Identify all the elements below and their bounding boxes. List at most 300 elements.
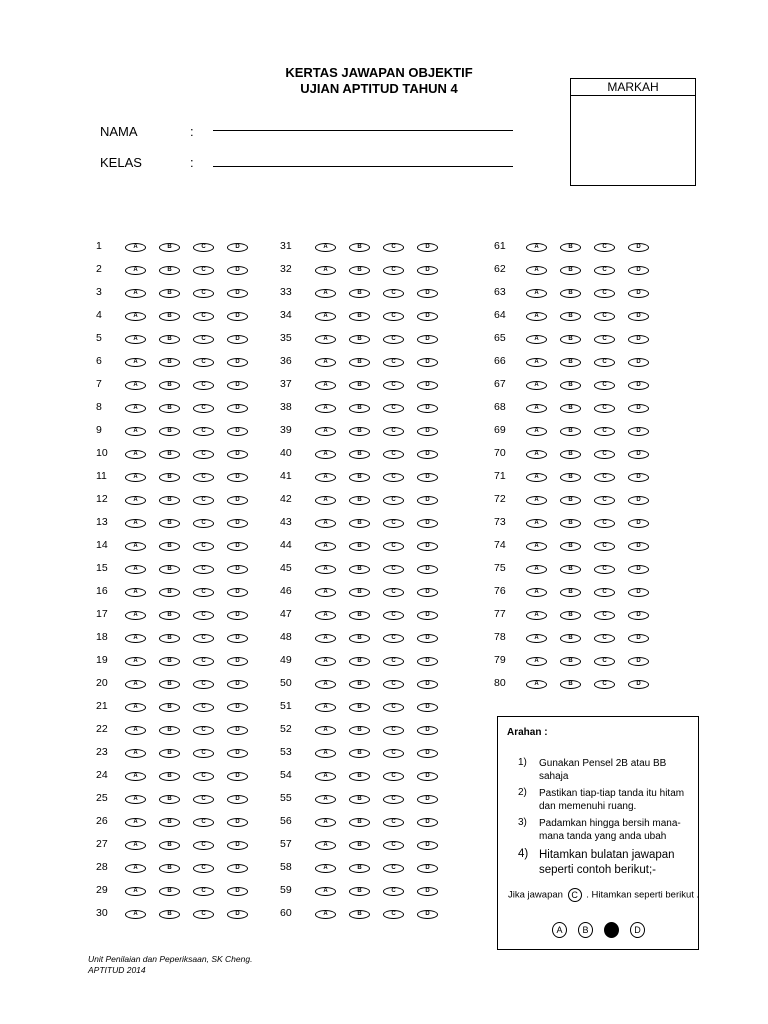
answer-bubble-c[interactable]: C	[383, 726, 404, 735]
answer-bubble-b[interactable]: B	[159, 657, 180, 666]
answer-bubble-c[interactable]: C	[383, 289, 404, 298]
answer-bubble-d[interactable]: D	[227, 542, 248, 551]
answer-bubble-b[interactable]: B	[349, 910, 370, 919]
answer-bubble-d[interactable]: D	[417, 772, 438, 781]
answer-bubble-b[interactable]: B	[560, 427, 581, 436]
answer-bubble-c[interactable]: C	[594, 611, 615, 620]
answer-bubble-d[interactable]: D	[628, 404, 649, 413]
answer-bubble-d[interactable]: D	[417, 404, 438, 413]
answer-bubble-d[interactable]: D	[227, 910, 248, 919]
answer-bubble-d[interactable]: D	[628, 519, 649, 528]
answer-bubble-a[interactable]: A	[125, 542, 146, 551]
answer-bubble-c[interactable]: C	[594, 289, 615, 298]
answer-bubble-a[interactable]: A	[315, 542, 336, 551]
answer-bubble-b[interactable]: B	[159, 565, 180, 574]
answer-bubble-d[interactable]: D	[417, 611, 438, 620]
answer-bubble-c[interactable]: C	[193, 473, 214, 482]
answer-bubble-b[interactable]: B	[349, 657, 370, 666]
answer-bubble-b[interactable]: B	[159, 450, 180, 459]
answer-bubble-d[interactable]: D	[628, 312, 649, 321]
answer-bubble-a[interactable]: A	[526, 243, 547, 252]
answer-bubble-d[interactable]: D	[417, 565, 438, 574]
answer-bubble-d[interactable]: D	[628, 266, 649, 275]
answer-bubble-a[interactable]: A	[315, 312, 336, 321]
answer-bubble-d[interactable]: D	[227, 657, 248, 666]
answer-bubble-a[interactable]: A	[315, 404, 336, 413]
answer-bubble-d[interactable]: D	[227, 887, 248, 896]
answer-bubble-c[interactable]: C	[383, 588, 404, 597]
answer-bubble-d[interactable]: D	[417, 749, 438, 758]
answer-bubble-a[interactable]: A	[315, 243, 336, 252]
answer-bubble-b[interactable]: B	[159, 427, 180, 436]
answer-bubble-d[interactable]: D	[417, 266, 438, 275]
answer-bubble-d[interactable]: D	[227, 795, 248, 804]
answer-bubble-a[interactable]: A	[315, 335, 336, 344]
answer-bubble-c[interactable]: C	[383, 335, 404, 344]
answer-bubble-b[interactable]: B	[159, 542, 180, 551]
answer-bubble-b[interactable]: B	[349, 358, 370, 367]
answer-bubble-b[interactable]: B	[159, 726, 180, 735]
answer-bubble-a[interactable]: A	[125, 910, 146, 919]
answer-bubble-c[interactable]: C	[383, 887, 404, 896]
answer-bubble-b[interactable]: B	[349, 795, 370, 804]
answer-bubble-d[interactable]: D	[628, 611, 649, 620]
answer-bubble-c[interactable]: C	[383, 634, 404, 643]
answer-bubble-d[interactable]: D	[628, 289, 649, 298]
answer-bubble-b[interactable]: B	[159, 404, 180, 413]
answer-bubble-b[interactable]: B	[560, 358, 581, 367]
answer-bubble-a[interactable]: A	[125, 864, 146, 873]
answer-bubble-c[interactable]: C	[383, 358, 404, 367]
answer-bubble-b[interactable]: B	[349, 427, 370, 436]
answer-bubble-d[interactable]: D	[227, 519, 248, 528]
answer-bubble-a[interactable]: A	[125, 381, 146, 390]
answer-bubble-b[interactable]: B	[159, 312, 180, 321]
answer-bubble-b[interactable]: B	[349, 634, 370, 643]
answer-bubble-c[interactable]: C	[383, 910, 404, 919]
answer-bubble-a[interactable]: A	[526, 565, 547, 574]
answer-bubble-b[interactable]: B	[560, 611, 581, 620]
answer-bubble-a[interactable]: A	[315, 910, 336, 919]
answer-bubble-c[interactable]: C	[193, 749, 214, 758]
answer-bubble-a[interactable]: A	[125, 634, 146, 643]
answer-bubble-a[interactable]: A	[125, 404, 146, 413]
answer-bubble-c[interactable]: C	[193, 703, 214, 712]
answer-bubble-a[interactable]: A	[125, 450, 146, 459]
answer-bubble-b[interactable]: B	[159, 749, 180, 758]
answer-bubble-a[interactable]: A	[125, 358, 146, 367]
answer-bubble-c[interactable]: C	[193, 381, 214, 390]
answer-bubble-a[interactable]: A	[315, 565, 336, 574]
answer-bubble-a[interactable]: A	[315, 864, 336, 873]
answer-bubble-b[interactable]: B	[560, 289, 581, 298]
answer-bubble-d[interactable]: D	[227, 266, 248, 275]
answer-bubble-d[interactable]: D	[417, 588, 438, 597]
answer-bubble-c[interactable]: C	[193, 542, 214, 551]
answer-bubble-a[interactable]: A	[315, 450, 336, 459]
answer-bubble-d[interactable]: D	[417, 473, 438, 482]
answer-bubble-d[interactable]: D	[417, 795, 438, 804]
answer-bubble-c[interactable]: C	[594, 358, 615, 367]
answer-bubble-a[interactable]: A	[125, 680, 146, 689]
answer-bubble-d[interactable]: D	[628, 565, 649, 574]
answer-bubble-a[interactable]: A	[315, 381, 336, 390]
answer-bubble-a[interactable]: A	[315, 519, 336, 528]
answer-bubble-c[interactable]: C	[193, 772, 214, 781]
answer-bubble-d[interactable]: D	[417, 818, 438, 827]
answer-bubble-a[interactable]: A	[315, 772, 336, 781]
answer-bubble-d[interactable]: D	[227, 473, 248, 482]
answer-bubble-a[interactable]: A	[526, 381, 547, 390]
answer-bubble-b[interactable]: B	[349, 335, 370, 344]
answer-bubble-a[interactable]: A	[125, 749, 146, 758]
answer-bubble-a[interactable]: A	[315, 726, 336, 735]
answer-bubble-c[interactable]: C	[383, 565, 404, 574]
answer-bubble-d[interactable]: D	[417, 496, 438, 505]
answer-bubble-a[interactable]: A	[125, 266, 146, 275]
answer-bubble-c[interactable]: C	[193, 588, 214, 597]
answer-bubble-b[interactable]: B	[159, 887, 180, 896]
answer-bubble-d[interactable]: D	[417, 657, 438, 666]
answer-bubble-b[interactable]: B	[159, 496, 180, 505]
answer-bubble-b[interactable]: B	[349, 243, 370, 252]
answer-bubble-c[interactable]: C	[383, 542, 404, 551]
answer-bubble-a[interactable]: A	[125, 496, 146, 505]
answer-bubble-c[interactable]: C	[383, 680, 404, 689]
answer-bubble-c[interactable]: C	[193, 358, 214, 367]
answer-bubble-a[interactable]: A	[125, 818, 146, 827]
answer-bubble-a[interactable]: A	[315, 818, 336, 827]
answer-bubble-b[interactable]: B	[349, 749, 370, 758]
answer-bubble-c[interactable]: C	[594, 381, 615, 390]
answer-bubble-c[interactable]: C	[594, 634, 615, 643]
answer-bubble-c[interactable]: C	[383, 427, 404, 436]
answer-bubble-b[interactable]: B	[560, 381, 581, 390]
answer-bubble-a[interactable]: A	[125, 588, 146, 597]
answer-bubble-b[interactable]: B	[159, 864, 180, 873]
answer-bubble-b[interactable]: B	[349, 542, 370, 551]
answer-bubble-b[interactable]: B	[349, 588, 370, 597]
answer-bubble-d[interactable]: D	[227, 312, 248, 321]
answer-bubble-c[interactable]: C	[383, 864, 404, 873]
answer-bubble-c[interactable]: C	[193, 611, 214, 620]
answer-bubble-b[interactable]: B	[560, 634, 581, 643]
answer-bubble-d[interactable]: D	[417, 680, 438, 689]
answer-bubble-b[interactable]: B	[159, 289, 180, 298]
answer-bubble-b[interactable]: B	[349, 680, 370, 689]
answer-bubble-d[interactable]: D	[227, 381, 248, 390]
answer-bubble-b[interactable]: B	[560, 496, 581, 505]
answer-bubble-c[interactable]: C	[383, 496, 404, 505]
answer-bubble-b[interactable]: B	[159, 611, 180, 620]
answer-bubble-a[interactable]: A	[526, 404, 547, 413]
answer-bubble-c[interactable]: C	[594, 243, 615, 252]
answer-bubble-b[interactable]: B	[159, 473, 180, 482]
answer-bubble-c[interactable]: C	[383, 818, 404, 827]
answer-bubble-a[interactable]: A	[125, 841, 146, 850]
answer-bubble-c[interactable]: C	[383, 312, 404, 321]
answer-bubble-d[interactable]: D	[417, 243, 438, 252]
answer-bubble-d[interactable]: D	[227, 703, 248, 712]
answer-bubble-d[interactable]: D	[628, 680, 649, 689]
answer-bubble-d[interactable]: D	[628, 335, 649, 344]
answer-bubble-c[interactable]: C	[193, 312, 214, 321]
answer-bubble-d[interactable]: D	[628, 542, 649, 551]
answer-bubble-c[interactable]: C	[594, 565, 615, 574]
answer-bubble-a[interactable]: A	[125, 887, 146, 896]
answer-bubble-d[interactable]: D	[628, 427, 649, 436]
answer-bubble-d[interactable]: D	[227, 634, 248, 643]
answer-bubble-c[interactable]: C	[594, 312, 615, 321]
answer-bubble-d[interactable]: D	[227, 611, 248, 620]
answer-bubble-b[interactable]: B	[159, 795, 180, 804]
answer-bubble-b[interactable]: B	[159, 358, 180, 367]
answer-bubble-b[interactable]: B	[560, 335, 581, 344]
answer-bubble-b[interactable]: B	[560, 680, 581, 689]
answer-bubble-b[interactable]: B	[560, 312, 581, 321]
answer-bubble-c[interactable]: C	[193, 335, 214, 344]
answer-bubble-b[interactable]: B	[349, 887, 370, 896]
answer-bubble-d[interactable]: D	[628, 634, 649, 643]
answer-bubble-b[interactable]: B	[159, 680, 180, 689]
answer-bubble-d[interactable]: D	[628, 243, 649, 252]
answer-bubble-a[interactable]: A	[125, 427, 146, 436]
answer-bubble-a[interactable]: A	[315, 358, 336, 367]
answer-bubble-b[interactable]: B	[349, 519, 370, 528]
answer-bubble-d[interactable]: D	[227, 289, 248, 298]
answer-bubble-c[interactable]: C	[594, 542, 615, 551]
answer-bubble-a[interactable]: A	[125, 795, 146, 804]
answer-bubble-b[interactable]: B	[349, 565, 370, 574]
answer-bubble-a[interactable]: A	[526, 335, 547, 344]
answer-bubble-a[interactable]: A	[526, 588, 547, 597]
answer-bubble-d[interactable]: D	[227, 496, 248, 505]
answer-bubble-a[interactable]: A	[125, 473, 146, 482]
answer-bubble-a[interactable]: A	[125, 335, 146, 344]
answer-bubble-b[interactable]: B	[349, 473, 370, 482]
answer-bubble-c[interactable]: C	[193, 243, 214, 252]
answer-bubble-b[interactable]: B	[349, 726, 370, 735]
answer-bubble-d[interactable]: D	[628, 450, 649, 459]
answer-bubble-c[interactable]: C	[594, 519, 615, 528]
answer-bubble-d[interactable]: D	[628, 381, 649, 390]
answer-bubble-c[interactable]: C	[594, 657, 615, 666]
answer-bubble-d[interactable]: D	[417, 335, 438, 344]
answer-bubble-c[interactable]: C	[383, 404, 404, 413]
answer-bubble-b[interactable]: B	[560, 450, 581, 459]
answer-bubble-c[interactable]: C	[383, 266, 404, 275]
answer-bubble-a[interactable]: A	[315, 588, 336, 597]
answer-bubble-a[interactable]: A	[315, 749, 336, 758]
answer-bubble-b[interactable]: B	[159, 243, 180, 252]
answer-bubble-b[interactable]: B	[159, 841, 180, 850]
answer-bubble-c[interactable]: C	[594, 450, 615, 459]
answer-bubble-d[interactable]: D	[417, 312, 438, 321]
answer-bubble-b[interactable]: B	[560, 657, 581, 666]
answer-bubble-b[interactable]: B	[159, 772, 180, 781]
answer-bubble-b[interactable]: B	[349, 266, 370, 275]
answer-bubble-d[interactable]: D	[417, 519, 438, 528]
answer-bubble-a[interactable]: A	[125, 772, 146, 781]
answer-bubble-b[interactable]: B	[349, 841, 370, 850]
answer-bubble-a[interactable]: A	[526, 634, 547, 643]
answer-bubble-d[interactable]: D	[227, 749, 248, 758]
answer-bubble-a[interactable]: A	[315, 841, 336, 850]
answer-bubble-b[interactable]: B	[560, 565, 581, 574]
answer-bubble-c[interactable]: C	[383, 473, 404, 482]
answer-bubble-b[interactable]: B	[349, 611, 370, 620]
answer-bubble-b[interactable]: B	[560, 404, 581, 413]
answer-bubble-c[interactable]: C	[193, 841, 214, 850]
answer-bubble-c[interactable]: C	[193, 680, 214, 689]
answer-bubble-b[interactable]: B	[159, 381, 180, 390]
answer-bubble-a[interactable]: A	[526, 427, 547, 436]
answer-bubble-a[interactable]: A	[526, 496, 547, 505]
answer-bubble-b[interactable]: B	[159, 335, 180, 344]
answer-bubble-a[interactable]: A	[125, 726, 146, 735]
answer-bubble-b[interactable]: B	[349, 703, 370, 712]
kelas-field[interactable]	[213, 166, 513, 167]
answer-bubble-a[interactable]: A	[315, 703, 336, 712]
answer-bubble-c[interactable]: C	[193, 864, 214, 873]
answer-bubble-a[interactable]: A	[125, 243, 146, 252]
answer-bubble-a[interactable]: A	[526, 542, 547, 551]
answer-bubble-a[interactable]: A	[125, 703, 146, 712]
answer-bubble-b[interactable]: B	[159, 588, 180, 597]
answer-bubble-a[interactable]: A	[526, 473, 547, 482]
answer-bubble-a[interactable]: A	[526, 289, 547, 298]
answer-bubble-d[interactable]: D	[417, 358, 438, 367]
answer-bubble-c[interactable]: C	[383, 703, 404, 712]
answer-bubble-c[interactable]: C	[594, 335, 615, 344]
answer-bubble-c[interactable]: C	[193, 266, 214, 275]
answer-bubble-d[interactable]: D	[227, 726, 248, 735]
answer-bubble-a[interactable]: A	[315, 657, 336, 666]
answer-bubble-d[interactable]: D	[417, 887, 438, 896]
answer-bubble-c[interactable]: C	[193, 496, 214, 505]
answer-bubble-b[interactable]: B	[159, 910, 180, 919]
answer-bubble-d[interactable]: D	[227, 404, 248, 413]
answer-bubble-a[interactable]: A	[315, 266, 336, 275]
answer-bubble-d[interactable]: D	[227, 680, 248, 689]
answer-bubble-d[interactable]: D	[227, 864, 248, 873]
nama-field[interactable]	[213, 130, 513, 131]
answer-bubble-a[interactable]: A	[315, 427, 336, 436]
answer-bubble-b[interactable]: B	[159, 703, 180, 712]
answer-bubble-c[interactable]: C	[383, 772, 404, 781]
answer-bubble-b[interactable]: B	[159, 266, 180, 275]
answer-bubble-c[interactable]: C	[383, 381, 404, 390]
answer-bubble-d[interactable]: D	[227, 358, 248, 367]
answer-bubble-a[interactable]: A	[125, 519, 146, 528]
answer-bubble-d[interactable]: D	[227, 841, 248, 850]
answer-bubble-c[interactable]: C	[193, 657, 214, 666]
answer-bubble-d[interactable]: D	[227, 588, 248, 597]
answer-bubble-a[interactable]: A	[315, 289, 336, 298]
answer-bubble-d[interactable]: D	[628, 358, 649, 367]
answer-bubble-d[interactable]: D	[227, 772, 248, 781]
answer-bubble-a[interactable]: A	[315, 887, 336, 896]
answer-bubble-c[interactable]: C	[383, 841, 404, 850]
answer-bubble-b[interactable]: B	[560, 473, 581, 482]
answer-bubble-d[interactable]: D	[417, 726, 438, 735]
answer-bubble-c[interactable]: C	[193, 634, 214, 643]
answer-bubble-b[interactable]: B	[159, 818, 180, 827]
answer-bubble-d[interactable]: D	[417, 381, 438, 390]
answer-bubble-d[interactable]: D	[628, 657, 649, 666]
answer-bubble-d[interactable]: D	[227, 243, 248, 252]
answer-bubble-b[interactable]: B	[349, 450, 370, 459]
answer-bubble-a[interactable]: A	[526, 450, 547, 459]
answer-bubble-d[interactable]: D	[227, 335, 248, 344]
answer-bubble-c[interactable]: C	[383, 795, 404, 804]
answer-bubble-c[interactable]: C	[594, 680, 615, 689]
answer-bubble-b[interactable]: B	[349, 772, 370, 781]
answer-bubble-d[interactable]: D	[417, 427, 438, 436]
answer-bubble-d[interactable]: D	[628, 588, 649, 597]
answer-bubble-d[interactable]: D	[227, 450, 248, 459]
answer-bubble-b[interactable]: B	[349, 381, 370, 390]
answer-bubble-c[interactable]: C	[193, 519, 214, 528]
answer-bubble-b[interactable]: B	[349, 818, 370, 827]
answer-bubble-b[interactable]: B	[159, 634, 180, 643]
answer-bubble-c[interactable]: C	[193, 726, 214, 735]
answer-bubble-b[interactable]: B	[560, 542, 581, 551]
answer-bubble-c[interactable]: C	[193, 450, 214, 459]
answer-bubble-a[interactable]: A	[315, 611, 336, 620]
answer-bubble-c[interactable]: C	[594, 427, 615, 436]
answer-bubble-c[interactable]: C	[594, 496, 615, 505]
answer-bubble-b[interactable]: B	[349, 404, 370, 413]
answer-bubble-c[interactable]: C	[594, 404, 615, 413]
answer-bubble-c[interactable]: C	[383, 657, 404, 666]
answer-bubble-a[interactable]: A	[125, 657, 146, 666]
answer-bubble-a[interactable]: A	[526, 358, 547, 367]
answer-bubble-a[interactable]: A	[125, 611, 146, 620]
answer-bubble-c[interactable]: C	[383, 243, 404, 252]
answer-bubble-a[interactable]: A	[526, 680, 547, 689]
answer-bubble-a[interactable]: A	[526, 266, 547, 275]
answer-bubble-a[interactable]: A	[125, 312, 146, 321]
answer-bubble-d[interactable]: D	[628, 473, 649, 482]
answer-bubble-c[interactable]: C	[594, 266, 615, 275]
answer-bubble-a[interactable]: A	[315, 795, 336, 804]
answer-bubble-a[interactable]: A	[125, 565, 146, 574]
answer-bubble-c[interactable]: C	[594, 588, 615, 597]
answer-bubble-a[interactable]: A	[526, 519, 547, 528]
answer-bubble-d[interactable]: D	[227, 818, 248, 827]
answer-bubble-b[interactable]: B	[560, 266, 581, 275]
answer-bubble-b[interactable]: B	[560, 243, 581, 252]
answer-bubble-d[interactable]: D	[417, 634, 438, 643]
answer-bubble-c[interactable]: C	[193, 404, 214, 413]
answer-bubble-c[interactable]: C	[193, 795, 214, 804]
answer-bubble-c[interactable]: C	[193, 910, 214, 919]
answer-bubble-d[interactable]: D	[227, 427, 248, 436]
answer-bubble-c[interactable]: C	[383, 611, 404, 620]
answer-bubble-c[interactable]: C	[193, 887, 214, 896]
answer-bubble-b[interactable]: B	[159, 519, 180, 528]
answer-bubble-a[interactable]: A	[526, 312, 547, 321]
answer-bubble-c[interactable]: C	[383, 450, 404, 459]
answer-bubble-d[interactable]: D	[417, 289, 438, 298]
answer-bubble-d[interactable]: D	[417, 542, 438, 551]
answer-bubble-b[interactable]: B	[560, 588, 581, 597]
answer-bubble-a[interactable]: A	[315, 680, 336, 689]
answer-bubble-d[interactable]: D	[628, 496, 649, 505]
answer-bubble-d[interactable]: D	[417, 910, 438, 919]
answer-bubble-d[interactable]: D	[417, 450, 438, 459]
